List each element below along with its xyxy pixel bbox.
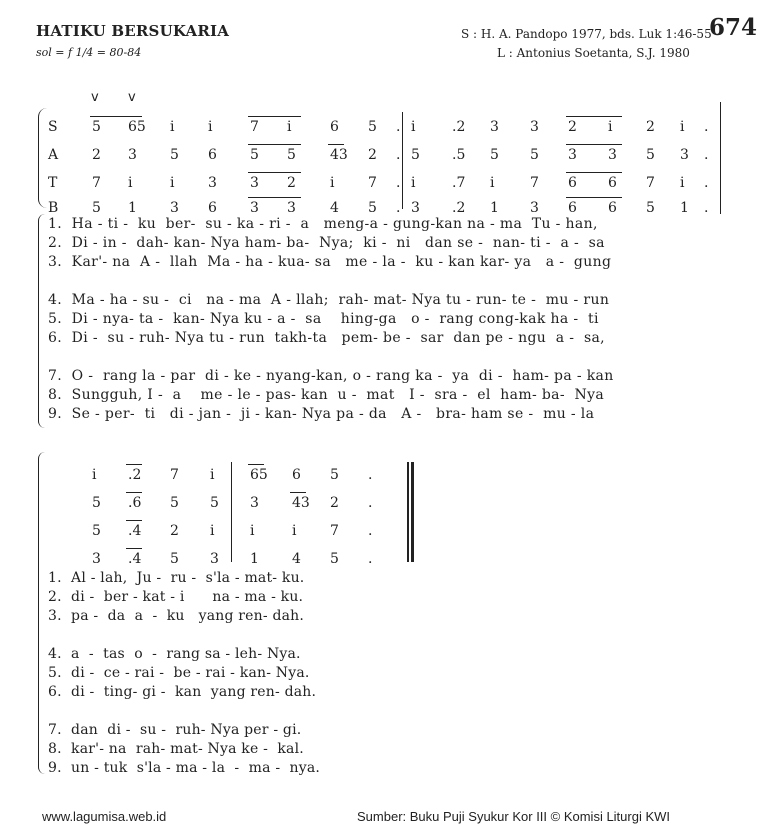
note: 6 [568, 200, 577, 216]
music-credit: L : Antonius Soetanta, S.J. 1980 [497, 46, 690, 60]
website-credit: www.lagumisa.web.id [42, 809, 167, 824]
note: . [396, 147, 401, 163]
note: 1 [128, 200, 137, 216]
lyric-line: 8. kar'- na rah- mat- Nya ke - kal. [48, 741, 304, 757]
note: i [128, 175, 133, 191]
voice-label: T [48, 175, 58, 191]
voice-brace [38, 108, 47, 208]
note: 6 [568, 175, 577, 191]
note: 43 [330, 147, 348, 163]
note: 7 [92, 175, 101, 191]
note: .2 [128, 467, 142, 483]
note: i [411, 175, 416, 191]
note: . [396, 200, 401, 216]
note: 5 [368, 119, 377, 135]
note: i [170, 119, 175, 135]
note: 7 [170, 467, 179, 483]
note: . [704, 119, 709, 135]
note: 7 [530, 175, 539, 191]
note: 2 [368, 147, 377, 163]
note: 4 [330, 200, 339, 216]
note: .4 [128, 523, 142, 539]
note: 5 [250, 147, 259, 163]
note: 5 [287, 147, 296, 163]
beam-line [328, 144, 344, 145]
accent-mark: v [91, 90, 99, 105]
lyric-line: 5. Di - nya- ta - kan- Nya ku - a - sa hing-ga o - rang cong-kak ha - ti [48, 311, 599, 327]
note: 3 [128, 147, 137, 163]
lyric-line: 6. Di - su - ruh- Nya tu - run takh-ta pem- be - sar dan pe - ngu a - sa, [48, 330, 605, 346]
note: i [208, 119, 213, 135]
note: 7 [250, 119, 259, 135]
lyric-line: 7. O - rang la - par di - ke - nyang-kan, o - rang ka - ya di - ham- pa - kan [48, 368, 614, 384]
lyric-line: 2. Di - in - dah- kan- Nya ham- ba- Nya; ki - ni dan se - nan- ti - a - sa [48, 235, 605, 251]
barline [720, 102, 721, 214]
note: 3 [250, 495, 259, 511]
note: .7 [452, 175, 466, 191]
note: 7 [368, 175, 377, 191]
note: 43 [292, 495, 310, 511]
note: 4 [292, 551, 301, 567]
lyric-line: 7. dan di - su - ruh- Nya per - gi. [48, 722, 302, 738]
note: .2 [452, 119, 466, 135]
lyric-line: 8. Sungguh, I - a me - le - pas- kan u - mat I - sra - el ham- ba- Nya [48, 387, 605, 403]
note: . [368, 523, 373, 539]
lyric-line: 4. a - tas o - rang sa - leh- Nya. [48, 646, 301, 662]
note: 3 [210, 551, 219, 567]
accent-mark: v [128, 90, 136, 105]
note: 2 [92, 147, 101, 163]
lyrics-brace [38, 214, 45, 428]
note: . [704, 175, 709, 191]
note: 5 [210, 495, 219, 511]
hymn-title: HATIKU BERSUKARIA [36, 22, 230, 40]
note: .2 [452, 200, 466, 216]
note: 5 [368, 200, 377, 216]
voice-label: B [48, 200, 59, 216]
source-credit: Sumber: Buku Puji Syukur Kor III © Komisi Liturgi KWI [357, 809, 671, 824]
note: 65 [128, 119, 146, 135]
note: .5 [452, 147, 466, 163]
note: i [608, 119, 613, 135]
note: . [704, 200, 709, 216]
note: 6 [292, 467, 301, 483]
voice-label: A [48, 147, 59, 163]
text-source: S : H. A. Pandopo 1977, bds. Luk 1:46-55 [461, 27, 712, 41]
note: 3 [680, 147, 689, 163]
note: 5 [92, 119, 101, 135]
beam-line [290, 492, 306, 493]
note: 3 [530, 200, 539, 216]
note: i [210, 467, 215, 483]
note: 7 [646, 175, 655, 191]
lyric-line: 3. Kar'- na A - llah Ma - ha - kua- sa me - la - ku - kan kar- ya a - gung [48, 254, 612, 270]
note: 6 [208, 200, 217, 216]
note: 2 [287, 175, 296, 191]
beam-line [566, 197, 622, 198]
beam-line [566, 144, 622, 145]
note: 5 [92, 200, 101, 216]
note: 3 [530, 119, 539, 135]
note: 2 [330, 495, 339, 511]
barline [231, 462, 232, 562]
note: 2 [170, 523, 179, 539]
note: 5 [92, 495, 101, 511]
beam-line [90, 116, 142, 117]
note: 3 [170, 200, 179, 216]
note: i [250, 523, 255, 539]
lyric-line: 9. un - tuk s'la - ma - la - ma - nya. [48, 760, 321, 776]
note: 3 [208, 175, 217, 191]
note: i [680, 119, 685, 135]
note: i [411, 119, 416, 135]
final-barline-thin [407, 462, 409, 562]
note: 5 [411, 147, 420, 163]
note: 6 [608, 175, 617, 191]
note: 65 [250, 467, 268, 483]
note: 5 [330, 467, 339, 483]
note: i [287, 119, 292, 135]
note: i [170, 175, 175, 191]
lyric-line: 4. Ma - ha - su - ci na - ma A - llah; rah- mat- Nya tu - run- te - mu - run [48, 292, 610, 308]
note: 3 [92, 551, 101, 567]
beam-line [126, 520, 142, 521]
note: 6 [208, 147, 217, 163]
note: 1 [490, 200, 499, 216]
lyric-line: 6. di - ting- gi - kan yang ren- dah. [48, 684, 317, 700]
beam-line [248, 172, 301, 173]
beam-line [248, 197, 301, 198]
note: 3 [568, 147, 577, 163]
note: . [368, 495, 373, 511]
note: 3 [608, 147, 617, 163]
lyric-line: 5. di - ce - rai - be - rai - kan- Nya. [48, 665, 310, 681]
beam-line [566, 116, 622, 117]
note: . [396, 175, 401, 191]
note: 3 [250, 175, 259, 191]
beam-line [248, 144, 301, 145]
beam-line [126, 492, 142, 493]
note: 3 [490, 119, 499, 135]
note: i [292, 523, 297, 539]
note: 5 [170, 147, 179, 163]
system-brace [38, 452, 45, 774]
note: 5 [170, 495, 179, 511]
note: 3 [287, 200, 296, 216]
final-barline-thick [411, 462, 414, 562]
note: 5 [646, 147, 655, 163]
note: 3 [411, 200, 420, 216]
note: . [368, 551, 373, 567]
beam-line [126, 548, 142, 549]
note: 2 [646, 119, 655, 135]
beam-line [248, 464, 264, 465]
tempo-marking: sol = f 1/4 = 80-84 [36, 46, 142, 59]
lyric-line: 1. Al - lah, Ju - ru - s'la - mat- ku. [48, 570, 305, 586]
note: 5 [92, 523, 101, 539]
lyric-line: 9. Se - per- ti di - jan - ji - kan- Nya pa - da A - bra- ham se - mu - la [48, 406, 595, 422]
note: . [368, 467, 373, 483]
note: 6 [330, 119, 339, 135]
note: 5 [170, 551, 179, 567]
note: .4 [128, 551, 142, 567]
note: 6 [608, 200, 617, 216]
note: 3 [250, 200, 259, 216]
note: i [92, 467, 97, 483]
lyric-line: 2. di - ber - kat - i na - ma - ku. [48, 589, 304, 605]
note: i [490, 175, 495, 191]
note: 7 [330, 523, 339, 539]
note: 5 [490, 147, 499, 163]
note: i [680, 175, 685, 191]
voice-label: S [48, 119, 58, 135]
note: 2 [568, 119, 577, 135]
lyric-line: 3. pa - da a - ku yang ren- dah. [48, 608, 305, 624]
note: 5 [530, 147, 539, 163]
note: i [210, 523, 215, 539]
lyric-line: 1. Ha - ti - ku ber- su - ka - ri - a meng-a - gung-kan na - ma Tu - han, [48, 216, 598, 232]
barline [402, 112, 403, 209]
note: 5 [646, 200, 655, 216]
note: .6 [128, 495, 142, 511]
note: 1 [250, 551, 259, 567]
hymn-number: 674 [709, 14, 758, 41]
beam-line [248, 116, 301, 117]
note: 5 [330, 551, 339, 567]
beam-line [126, 464, 142, 465]
note: . [704, 147, 709, 163]
note: 1 [680, 200, 689, 216]
note: i [330, 175, 335, 191]
beam-line [566, 172, 622, 173]
note: . [396, 119, 401, 135]
